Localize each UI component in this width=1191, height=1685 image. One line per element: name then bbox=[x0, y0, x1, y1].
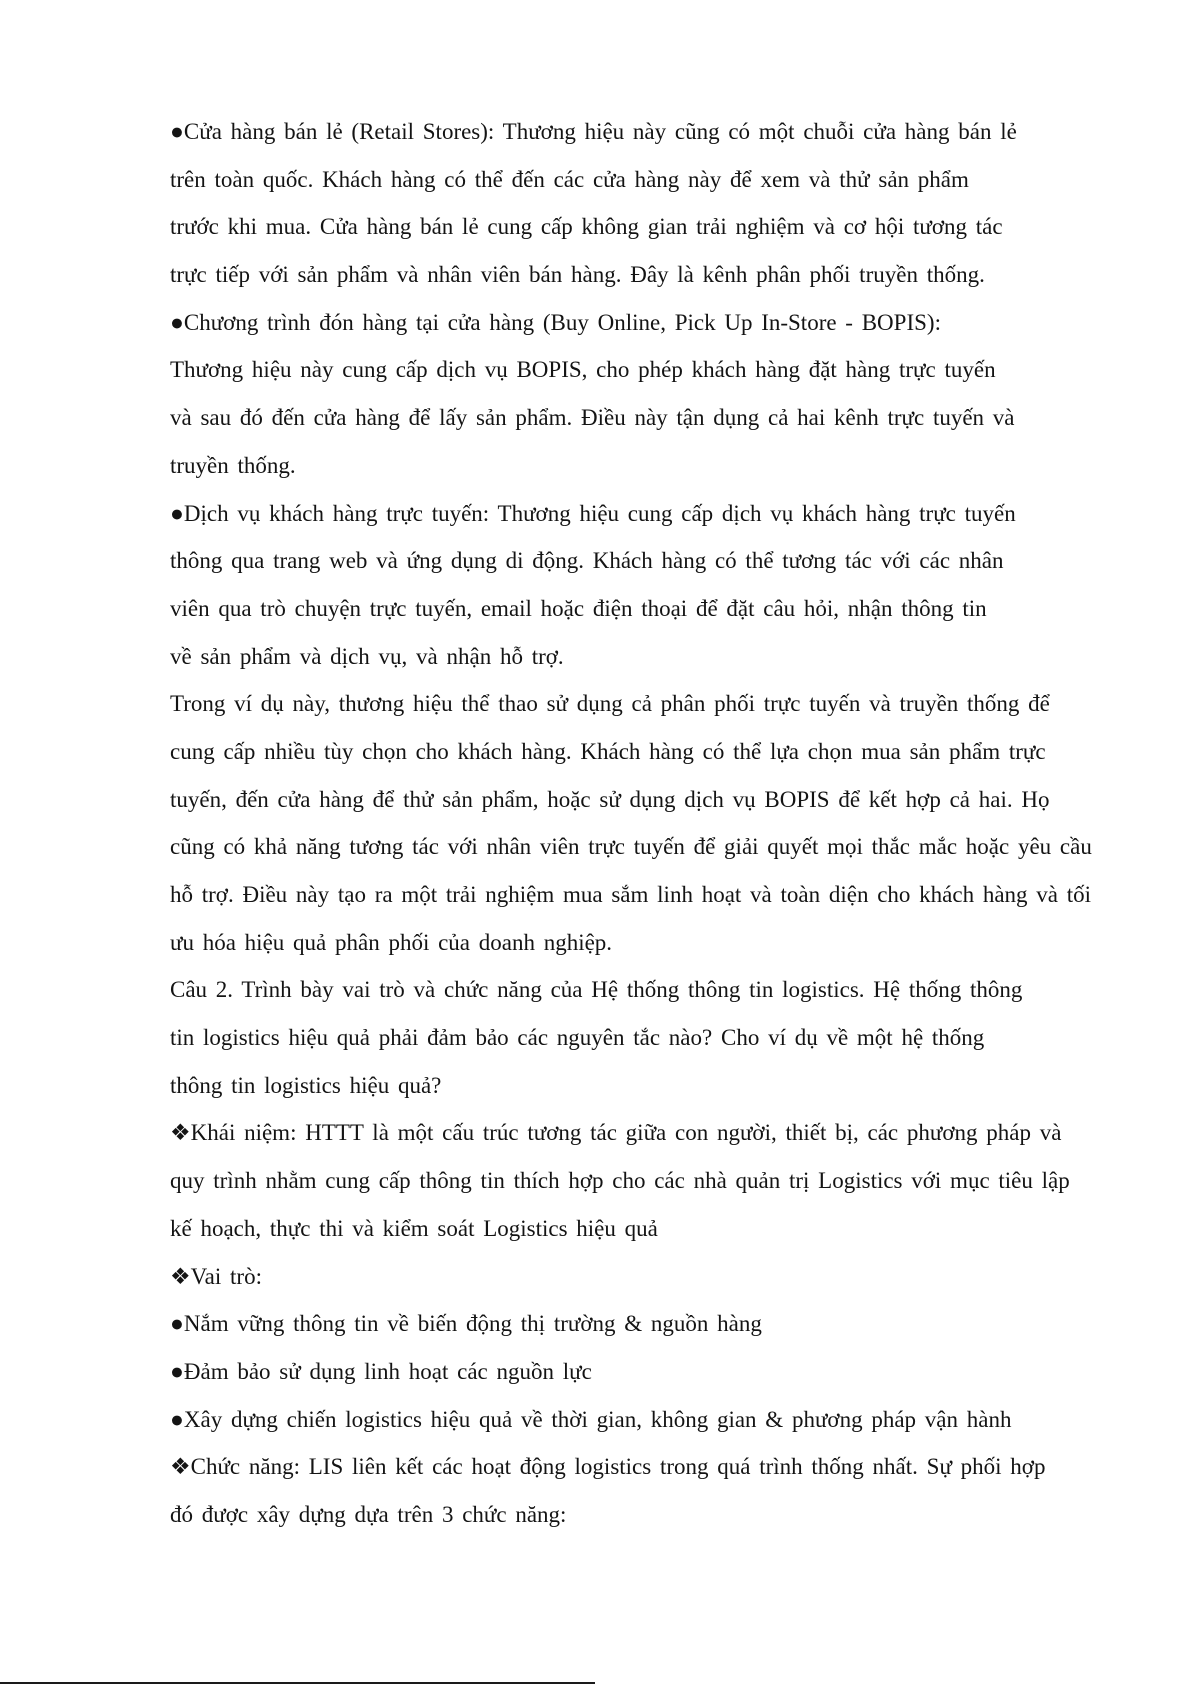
text-line: và sau đó đến cửa hàng để lấy sản phẩm. Điều này tận dụng cả hai kênh trực tuyến và bbox=[170, 405, 1015, 431]
text-line: hỗ trợ. Điều này tạo ra một trải nghiệm mua sắm linh hoạt và toàn diện cho khách hàng và tối bbox=[170, 882, 1092, 907]
text-line: ❖Khái niệm: HTTT là một cấu trúc tương tác giữa con người, thiết bị, các phương pháp và bbox=[170, 1120, 1062, 1146]
text-line: quy trình nhằm cung cấp thông tin thích hợp cho các nhà quản trị Logistics với mục tiêu lập bbox=[170, 1168, 1070, 1194]
text-line: cũng có khả năng tương tác với nhân viên trực tuyến để giải quyết mọi thắc mắc hoặc yêu cầu bbox=[170, 834, 1092, 860]
text-line: ●Dịch vụ khách hàng trực tuyến: Thương hiệu cung cấp dịch vụ khách hàng trực tuyến bbox=[170, 500, 1016, 526]
text-line: kế hoạch, thực thi và kiểm soát Logistics hiệu quả bbox=[170, 1215, 658, 1241]
text-line: trực tiếp với sản phẩm và nhân viên bán hàng. Đây là kênh phân phối truyền thống. bbox=[170, 262, 985, 288]
question-heading: tin logistics hiệu quả phải đảm bảo các nguyên tắc nào? Cho ví dụ về một hệ thống bbox=[170, 1025, 985, 1051]
document-body bbox=[170, 108, 1170, 1539]
question-heading: thông tin logistics hiệu quả? bbox=[170, 1072, 442, 1098]
text-line: ●Đảm bảo sử dụng linh hoạt các nguồn lực bbox=[170, 1358, 592, 1384]
text-line: ●Xây dựng chiến logistics hiệu quả về thời gian, không gian & phương pháp vận hành bbox=[170, 1406, 1012, 1432]
text-line: thông qua trang web và ứng dụng di động. Khách hàng có thể tương tác với các nhân bbox=[170, 548, 1004, 574]
text-line: tuyến, đến cửa hàng để thử sản phẩm, hoặc sử dụng dịch vụ BOPIS để kết hợp cả hai. Họ bbox=[170, 786, 1050, 812]
text-line: ●Chương trình đón hàng tại cửa hàng (Buy Online, Pick Up In-Store - BOPIS): bbox=[170, 309, 941, 335]
text-line: ❖Vai trò: bbox=[170, 1263, 262, 1289]
text-line: ●Cửa hàng bán lẻ (Retail Stores): Thương hiệu này cũng có một chuỗi cửa hàng bán lẻ bbox=[170, 119, 1017, 144]
text-line: viên qua trò chuyện trực tuyến, email hoặc điện thoại để đặt câu hỏi, nhận thông tin bbox=[170, 595, 987, 621]
text-line: trước khi mua. Cửa hàng bán lẻ cung cấp không gian trải nghiệm và cơ hội tương tác bbox=[170, 214, 1003, 240]
text-line: Trong ví dụ này, thương hiệu thể thao sử dụng cả phân phối trực tuyến và truyền thống để bbox=[170, 691, 1050, 717]
text-line: cung cấp nhiều tùy chọn cho khách hàng. Khách hàng có thể lựa chọn mua sản phẩm trực bbox=[170, 738, 1046, 764]
text-line: trên toàn quốc. Khách hàng có thể đến các cửa hàng này để xem và thử sản phẩm bbox=[170, 166, 969, 192]
question-heading: Câu 2. Trình bày vai trò và chức năng của Hệ thống thông tin logistics. Hệ thống thông bbox=[170, 977, 1023, 1003]
text-line: ❖Chức năng: LIS liên kết các hoạt động logistics trong quá trình thống nhất. Sự phối hợp bbox=[170, 1454, 1046, 1480]
text-line: đó được xây dựng dựa trên 3 chức năng: bbox=[170, 1501, 567, 1527]
text-line: Thương hiệu này cung cấp dịch vụ BOPIS, cho phép khách hàng đặt hàng trực tuyến bbox=[170, 357, 996, 383]
text-line: truyền thống. bbox=[170, 452, 296, 478]
text-line: ●Nắm vững thông tin về biến động thị trường & nguồn hàng bbox=[170, 1311, 762, 1337]
text-line: về sản phẩm và dịch vụ, và nhận hỗ trợ. bbox=[170, 643, 564, 669]
page-bottom-divider bbox=[0, 1682, 595, 1684]
text-line: ưu hóa hiệu quả phân phối của doanh nghiệp. bbox=[170, 929, 613, 955]
